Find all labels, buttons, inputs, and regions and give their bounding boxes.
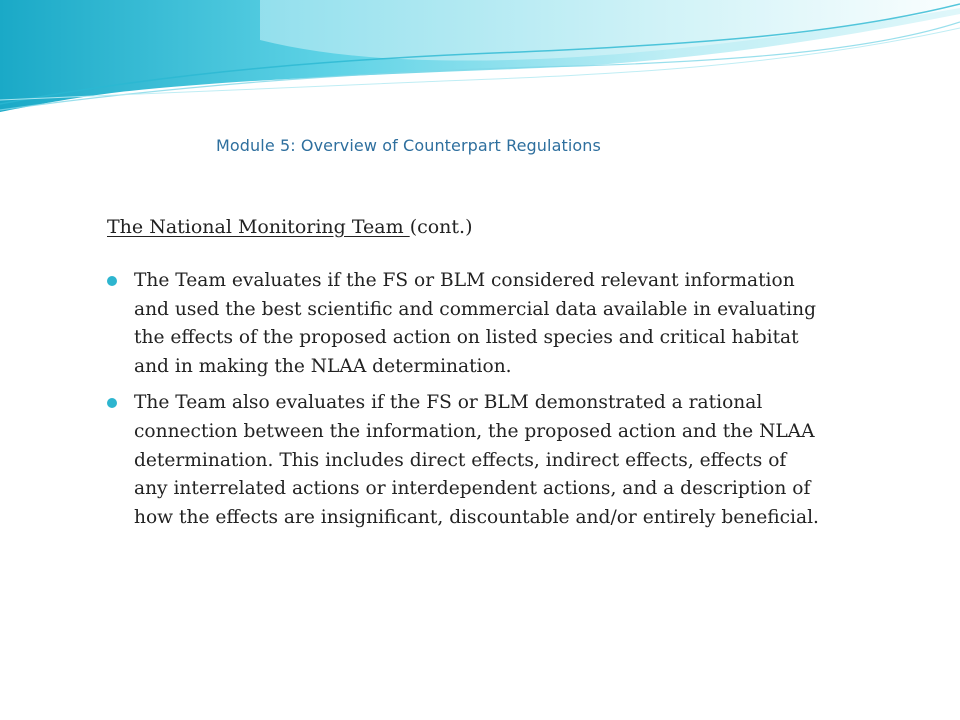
section-heading-suffix: (cont.) (409, 216, 473, 238)
bullet-line: The Team also evaluates if the FS or BLM demonstrated a rational (134, 392, 763, 414)
bullet-dot-icon (107, 276, 117, 286)
bullet-item (107, 267, 907, 381)
module-title: Module 5: Overview of Counterpart Regulations (216, 136, 601, 155)
section-heading (107, 214, 907, 241)
bullet-list (107, 267, 907, 532)
bullet-line: how the effects are insignificant, discountable and/or entirely beneficial. (134, 506, 819, 528)
bullet-line: and in making the NLAA determination. (134, 355, 512, 377)
bullet-line: and used the best scientific and commercial data available in evaluating (134, 298, 816, 320)
bullet-line: the effects of the proposed action on listed species and critical habitat (134, 327, 799, 349)
bullet-dot-icon (107, 398, 117, 408)
bullet-item (107, 389, 907, 532)
bullet-line: The Team evaluates if the FS or BLM considered relevant information (134, 270, 795, 291)
slide-content (107, 214, 907, 540)
bullet-line: any interrelated actions or interdependent actions, and a description of (134, 478, 811, 500)
section-heading-underlined: The National Monitoring Team (107, 216, 410, 238)
header-wave-decoration (0, 0, 960, 130)
bullet-line: determination. This includes direct effects, indirect effects, effects of (134, 449, 787, 471)
bullet-line: connection between the information, the proposed action and the NLAA (134, 420, 815, 442)
